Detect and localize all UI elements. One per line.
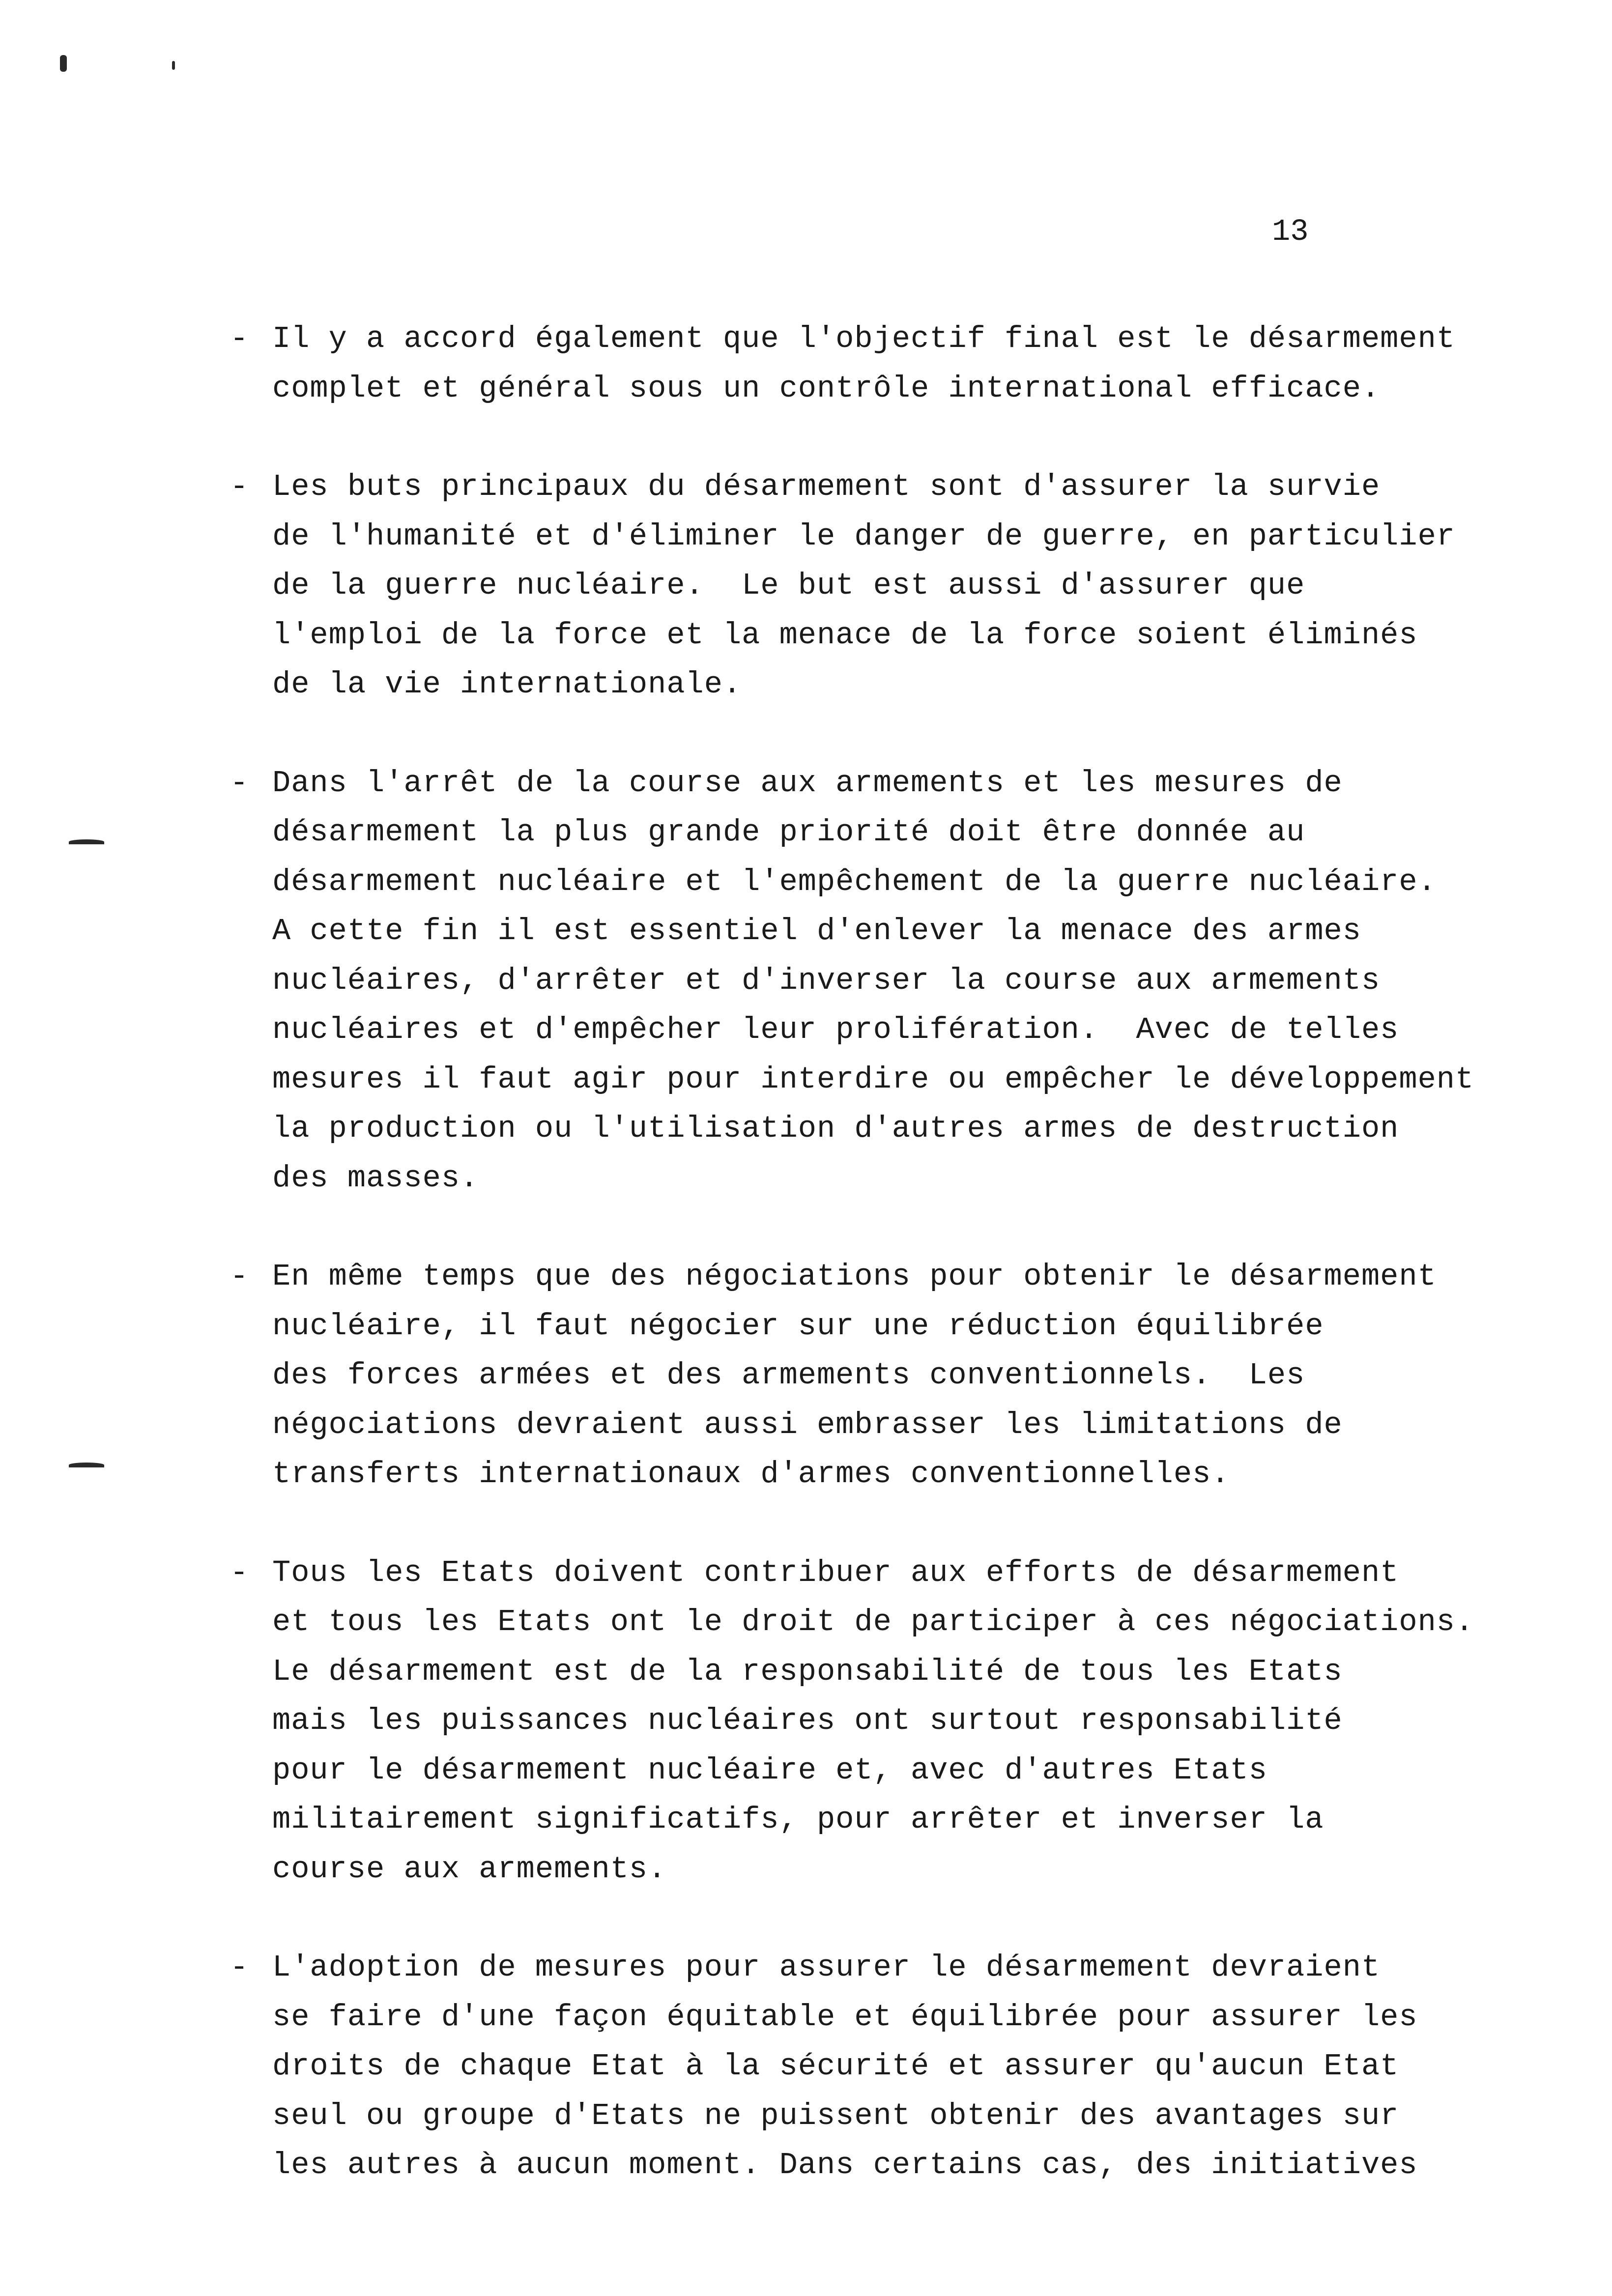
text-line: Tous les Etats doivent contribuer aux efforts de désarmement: [272, 1555, 1399, 1590]
list-item: [230, 1943, 1586, 2190]
text-line: Le désarmement est de la responsabilité de tous les Etats: [272, 1654, 1343, 1689]
text-line: pour le désarmement nucléaire et, avec d'autres Etats: [272, 1752, 1267, 1788]
text-line: A cette fin il est essentiel d'enlever la menace des armes: [272, 914, 1361, 948]
text-line: Il y a accord également que l'objectif final est le désarmement: [272, 321, 1455, 356]
text-line: de l'humanité et d'éliminer le danger de guerre, en particulier: [272, 518, 1455, 554]
scan-artifact: [69, 839, 104, 844]
text-line: négociations devraient aussi embrasser les limitations de: [272, 1407, 1343, 1442]
paragraph-text: [272, 315, 1586, 413]
list-item: [230, 1252, 1586, 1499]
text-line: nucléaires, d'arrêter et d'inverser la course aux armements: [272, 963, 1381, 998]
text-line: les autres à aucun moment. Dans certains cas, des initiatives: [272, 2148, 1418, 2182]
text-line: la production ou l'utilisation d'autres armes de destruction: [272, 1111, 1399, 1146]
list-item: [230, 462, 1586, 710]
list-item: [230, 1549, 1586, 1894]
scan-artifact: [60, 55, 67, 72]
text-line: des forces armées et des armements conventionnels. Les: [272, 1358, 1305, 1393]
text-line: nucléaire, il faut négocier sur une réduction équilibrée: [272, 1308, 1324, 1344]
text-line: complet et général sous un contrôle international efficace.: [272, 371, 1381, 406]
text-line: course aux armements.: [272, 1851, 667, 1887]
list-item: [230, 315, 1586, 413]
dash-marker: -: [230, 1555, 249, 1590]
text-line: de la guerre nucléaire. Le but est aussi d'assurer que: [272, 568, 1305, 603]
text-line: se faire d'une façon équitable et équilibrée pour assurer les: [272, 1999, 1418, 2035]
dash-marker: -: [230, 765, 249, 801]
text-line: désarmement nucléaire et l'empêchement de la guerre nucléaire.: [272, 864, 1437, 899]
page-number: 13: [1272, 214, 1309, 249]
paragraph-text: [272, 462, 1586, 710]
dash-marker: -: [230, 321, 249, 356]
text-line: de la vie internationale.: [272, 667, 742, 702]
paragraph-list: [230, 315, 1586, 2239]
text-line: mais les puissances nucléaires ont surtout responsabilité: [272, 1703, 1343, 1738]
dash-marker: -: [230, 1950, 249, 1985]
text-line: transferts internationaux d'armes conventionnelles.: [272, 1457, 1230, 1492]
text-line: L'adoption de mesures pour assurer le désarmement devraient: [272, 1950, 1381, 1985]
text-line: seul ou groupe d'Etats ne puissent obtenir des avantages sur: [272, 2098, 1399, 2133]
dash-marker: -: [230, 1259, 249, 1294]
text-line: mesures il faut agir pour interdire ou empêcher le développement: [272, 1062, 1474, 1097]
dash-marker: -: [230, 469, 249, 504]
text-line: des masses.: [272, 1160, 479, 1196]
text-line: droits de chaque Etat à la sécurité et assurer qu'aucun Etat: [272, 2049, 1399, 2084]
paragraph-text: [272, 1943, 1586, 2190]
text-line: désarmement la plus grande priorité doit être donnée au: [272, 815, 1305, 850]
text-line: En même temps que des négociations pour obtenir le désarmement: [272, 1259, 1437, 1294]
text-line: Les buts principaux du désarmement sont d'assurer la survie: [272, 469, 1381, 504]
paragraph-text: [272, 1549, 1586, 1894]
list-item: [230, 759, 1586, 1204]
paragraph-text: [272, 1252, 1586, 1499]
text-line: militairement significatifs, pour arrêter et inverser la: [272, 1802, 1324, 1837]
paragraph-text: [272, 759, 1586, 1204]
text-line: et tous les Etats ont le droit de participer à ces négociations.: [272, 1605, 1474, 1639]
scan-artifact: [172, 61, 175, 70]
text-line: Dans l'arrêt de la course aux armements et les mesures de: [272, 765, 1343, 801]
text-line: l'emploi de la force et la menace de la force soient éliminés: [272, 617, 1418, 653]
scan-artifact: [69, 1463, 104, 1467]
text-line: nucléaires et d'empêcher leur prolifération. Avec de telles: [272, 1012, 1399, 1047]
